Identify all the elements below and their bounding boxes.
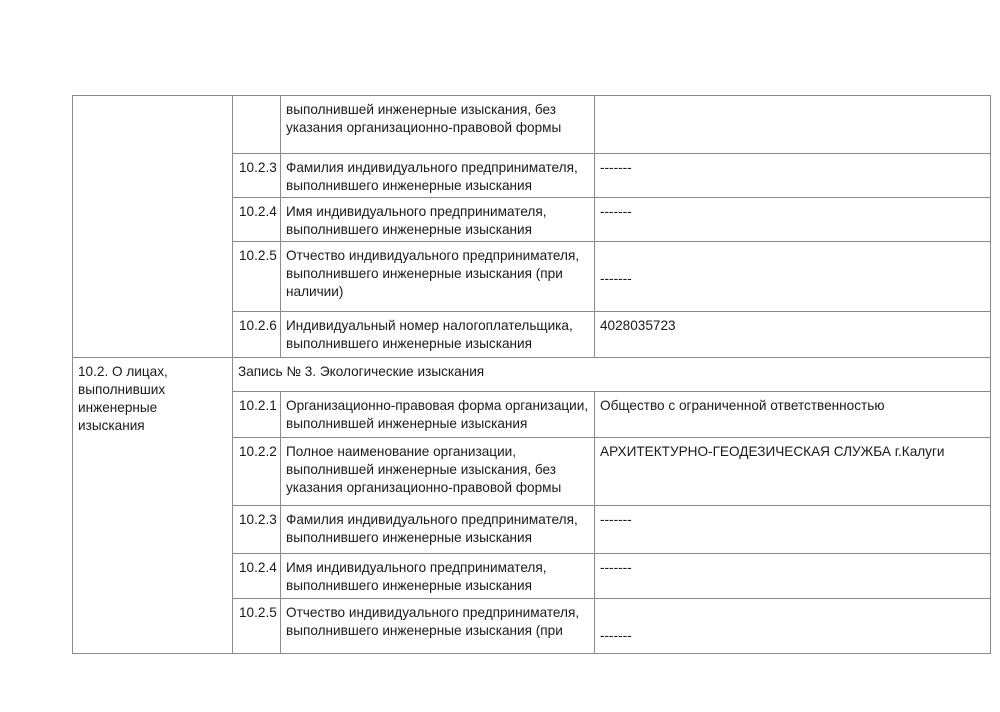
field-cell: Отчество индивидуального предпринимателя, выполнившего инженерные изыскания (при (281, 599, 595, 654)
section-label-cell: 10.2. О лицах, выполнивших инженерные изыскания (73, 358, 233, 654)
value-cell: ------- (595, 554, 991, 599)
field-cell: Имя индивидуального предпринимателя, выполнившего инженерные изыскания (281, 554, 595, 599)
row-number-cell: 10.2.5 (233, 242, 281, 312)
row-number-cell: 10.2.4 (233, 554, 281, 599)
field-cell: Организационно-правовая форма организации, выполнившей инженерные изыскания (281, 392, 595, 438)
field-cell: Индивидуальный номер налогоплательщика, выполнившего инженерные изыскания (281, 312, 595, 358)
value-cell: АРХИТЕКТУРНО-ГЕОДЕЗИЧЕСКАЯ СЛУЖБА г.Калуги (595, 438, 991, 506)
table-row (73, 96, 991, 154)
value-cell: ------- (595, 198, 991, 242)
row-number-cell (233, 96, 281, 154)
row-number-cell: 10.2.5 (233, 599, 281, 654)
table-row (73, 358, 991, 392)
field-cell: Фамилия индивидуального предпринимателя, выполнившего инженерные изыскания (281, 154, 595, 198)
value-cell: 4028035723 (595, 312, 991, 358)
section-label-cell-empty (73, 96, 233, 358)
row-number-cell: 10.2.3 (233, 154, 281, 198)
row-number-cell: 10.2.6 (233, 312, 281, 358)
row-number-cell: 10.2.4 (233, 198, 281, 242)
field-cell: Полное наименование организации, выполнившей инженерные изыскания, без указания организационно-правовой формы (281, 438, 595, 506)
value-cell: ------- (595, 154, 991, 198)
row-number-cell: 10.2.1 (233, 392, 281, 438)
field-cell: выполнившей инженерные изыскания, без указания организационно-правовой формы (281, 96, 595, 154)
value-cell: ------- (595, 242, 991, 312)
value-cell: Общество с ограниченной ответственностью (595, 392, 991, 438)
row-number-cell: 10.2.3 (233, 506, 281, 554)
engineering-surveys-table (72, 95, 991, 654)
field-cell: Имя индивидуального предпринимателя, выполнившего инженерные изыскания (281, 198, 595, 242)
value-cell (595, 96, 991, 154)
field-cell: Фамилия индивидуального предпринимателя, выполнившего инженерные изыскания (281, 506, 595, 554)
value-cell: ------- (595, 599, 991, 654)
value-cell: ------- (595, 506, 991, 554)
row-number-cell: 10.2.2 (233, 438, 281, 506)
record-title-cell: Запись № 3. Экологические изыскания (233, 358, 991, 392)
field-cell: Отчество индивидуального предпринимателя, выполнившего инженерные изыскания (при наличии) (281, 242, 595, 312)
